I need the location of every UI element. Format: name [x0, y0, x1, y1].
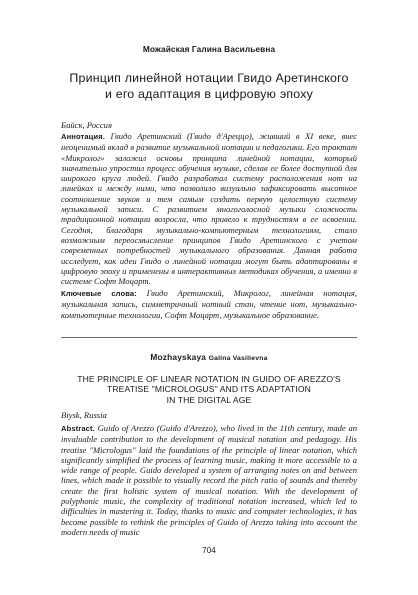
keywords-label-ru: Ключевые слова: [61, 289, 137, 298]
title-en-line-3: IN THE DIGITAL AGE [166, 394, 252, 405]
author-name-en [0, 352, 418, 362]
title-en-line-2: TREATISE "MICROLOGUS" AND ITS ADAPTATION [107, 384, 311, 395]
title-ru-line-1: Принцип линейной нотации Гвидо Аретинского [69, 71, 349, 85]
author-en-given-names: Galina Vasilievna [208, 355, 268, 362]
abstract-text-ru: Гвидо Аретинский (Гвидо д'Ареццо), живший в XI веке, внес неоценимый вклад в развитие музыкальной нотации и педагогики. Его трактат «Микролог» заложил основы принципа линейной нотации, который значительно упростил процесс обучения музыке, сделав ее более доступной для широкого круга людей. Гвидо разработал систему расположения нот на линейках и между ними, что позволило визуально зафиксировать высотное соотношение звуков и тем самым создать первую целостную систему музыкальной записи. С развитием многоголосной музыки сложность традиционной нотации возросла, что привело к трудностям в ее освоении. Сегодня, благодаря музыкально-компьютерным технологиям, стало возможным переосмысление принципов Гвидо Аретинского с учетом современных потребностей музыкального образования. Данная работа исследует, как идеи Гвидо о линейной нотации могут быть адаптированы в цифровую эпоху и применены в интерактивных методиках обучения, а именно в системе Софт Моцарт. [61, 131, 358, 287]
abstract-label-ru: Аннотация. [61, 132, 105, 141]
author-en-surname: Mozhayskaya [150, 352, 207, 362]
affiliation-city-en: Biysk, Russia [61, 410, 107, 420]
affiliation-city-ru: Бийск, Россия [61, 120, 112, 130]
section-divider [61, 337, 357, 338]
title-ru-line-2: и его адаптация в цифровую эпоху [105, 87, 313, 101]
article-title-ru [40, 70, 378, 102]
author-name-ru: Можайская Галина Васильевна [142, 44, 276, 54]
abstract-label-en: Abstract. [61, 424, 95, 433]
title-en-line-1: THE PRINCIPLE OF LINEAR NOTATION IN GUIDO OF AREZZO'S [77, 374, 341, 384]
article-title-en [52, 374, 366, 405]
keywords-text-ru: Гвидо Аретинский, Микролог, линейная нотация, музыкальная запись, симметричный нотный стан, чтение нот, музыкально-компьютерные технологии, Софт Моцарт, музыкальное образование. [61, 288, 357, 320]
abstract-text-en: Guido of Arezzo (Guido d'Arezzo), who lived in the 11th century, made an invaluable contribution to the development of musical notation and pedagogy. His treatise "Micrologus" laid the foundations of the principle of linear notation, which significantly simplified the process of learning music, making it more accessible to a wide range of people. Guido developed a system of arranging notes on and between lines, which made it possible to visually record the pitch ratio of sounds and thereby create the first holistic system of musical notation. With the development of polyphonic music, the complexity of traditional notation increased, which led to difficulties in mastering it. Today, thanks to music and computer technologies, it has become possible to rethink the principles of Guido of Arezzo taking into account the modern needs of music [61, 423, 357, 537]
page-number: 704 [202, 546, 216, 555]
keywords-ru [61, 288, 357, 320]
abstract-en [61, 423, 357, 537]
abstract-ru [61, 131, 357, 286]
